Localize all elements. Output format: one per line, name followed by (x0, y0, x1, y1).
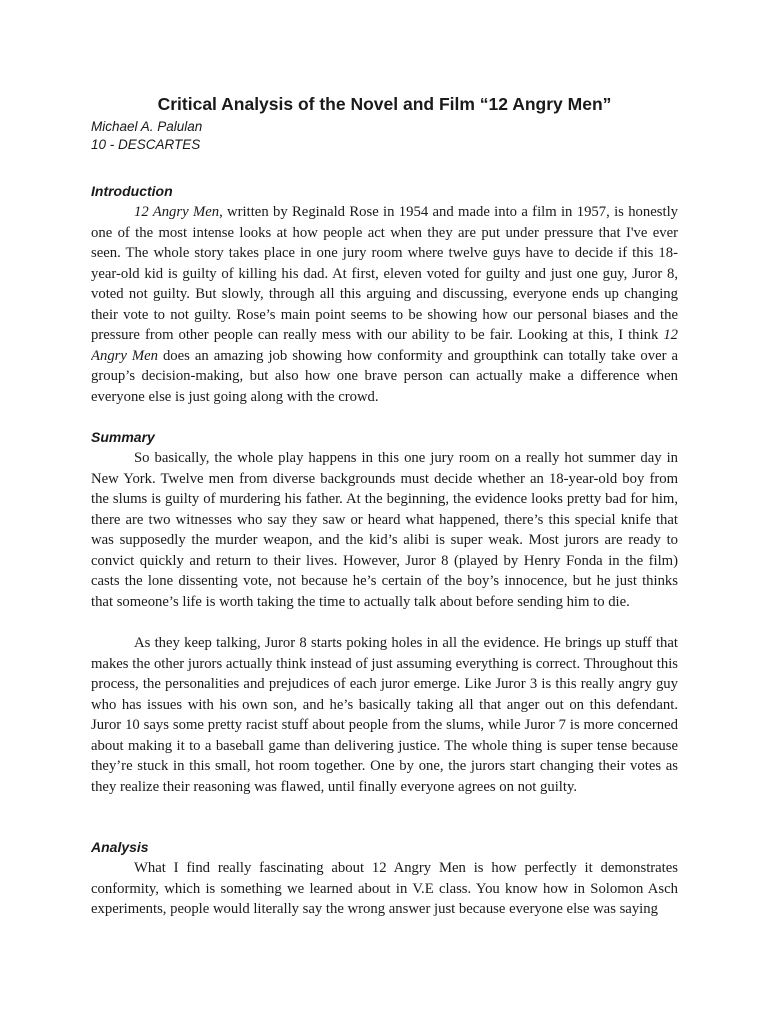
summary-heading: Summary (91, 429, 155, 445)
introduction-paragraph: 12 Angry Men, written by Reginald Rose in 1954 and made into a film in 1957, is honestly one of the most intense looks at how people act when they are put under pressure that I've ever seen. The whole story takes place in one jury room where twelve guys have to decide if this 18-year-old kid is guilty of killing his dad. At first, eleven voted for guilty and just one guy, Juror 8, voted not guilty. But slowly, through all this arguing and discussing, everyone ends up changing their vote to not guilty. Rose’s main point seems to be showing how our personal biases and the pressure from other people can really mess with our ability to be fair. Looking at this, I think 12 Angry Men does an amazing job showing how conformity and groupthink can totally take over a group’s decision-making, but also how one brave person can actually make a difference when everyone else is just going along with the crowd. (91, 204, 678, 405)
document-title: Critical Analysis of the Novel and Film “12 Angry Men” (157, 94, 612, 114)
novel-title: 12 Angry Men (134, 204, 220, 220)
novel-title: 12 Angry Men (91, 327, 678, 364)
document-page (91, 0, 678, 1024)
class-section: 10 - DESCARTES (91, 137, 201, 152)
summary-paragraph-2: As they keep talking, Juror 8 starts poking holes in all the evidence. He brings up stuff that makes the other jurors actually think instead of just assuming everything is correct. Throughout this process, the personalities and prejudices of each juror emerge. Like Juror 3 is this really angry guy who has issues with his own son, and he’s basically taking all that anger out on this defendant. Juror 10 says some pretty racist stuff about people from the slums, while Juror 7 is more concerned about making it to a baseball game than delivering justice. The whole thing is super tense because they’re stuck in this small, hot room together. One by one, the jurors start changing their votes as they realize their reasoning was flawed, until finally everyone agrees on not guilty. (91, 635, 678, 795)
analysis-paragraph-1: What I find really fascinating about 12 Angry Men is how perfectly it demonstrates conformity, which is something we learned about in V.E class. You know how in Solomon Asch experiments, people would literally say the wrong answer just because everyone else was saying (91, 860, 678, 917)
summary-paragraph-1: So basically, the whole play happens in this one jury room on a really hot summer day in New York. Twelve men from diverse backgrounds must decide whether an 18-year-old boy from the slums is guilty of murdering his father. At the beginning, the evidence looks pretty bad for him, there are two witnesses who say they saw or heard what happened, there’s this special knife that was supposedly the murder weapon, and the kid’s alibi is super weak. Most jurors are ready to convict quickly and return to their lives. However, Juror 8 (played by Henry Fonda in the film) casts the lone dissenting vote, not because he’s certain of the boy’s innocence, but he just thinks that someone’s life is worth taking the time to actually talk about before sending him to die. (91, 450, 678, 610)
analysis-heading: Analysis (91, 839, 149, 855)
introduction-heading: Introduction (91, 183, 173, 199)
author-name: Michael A. Palulan (91, 119, 203, 134)
